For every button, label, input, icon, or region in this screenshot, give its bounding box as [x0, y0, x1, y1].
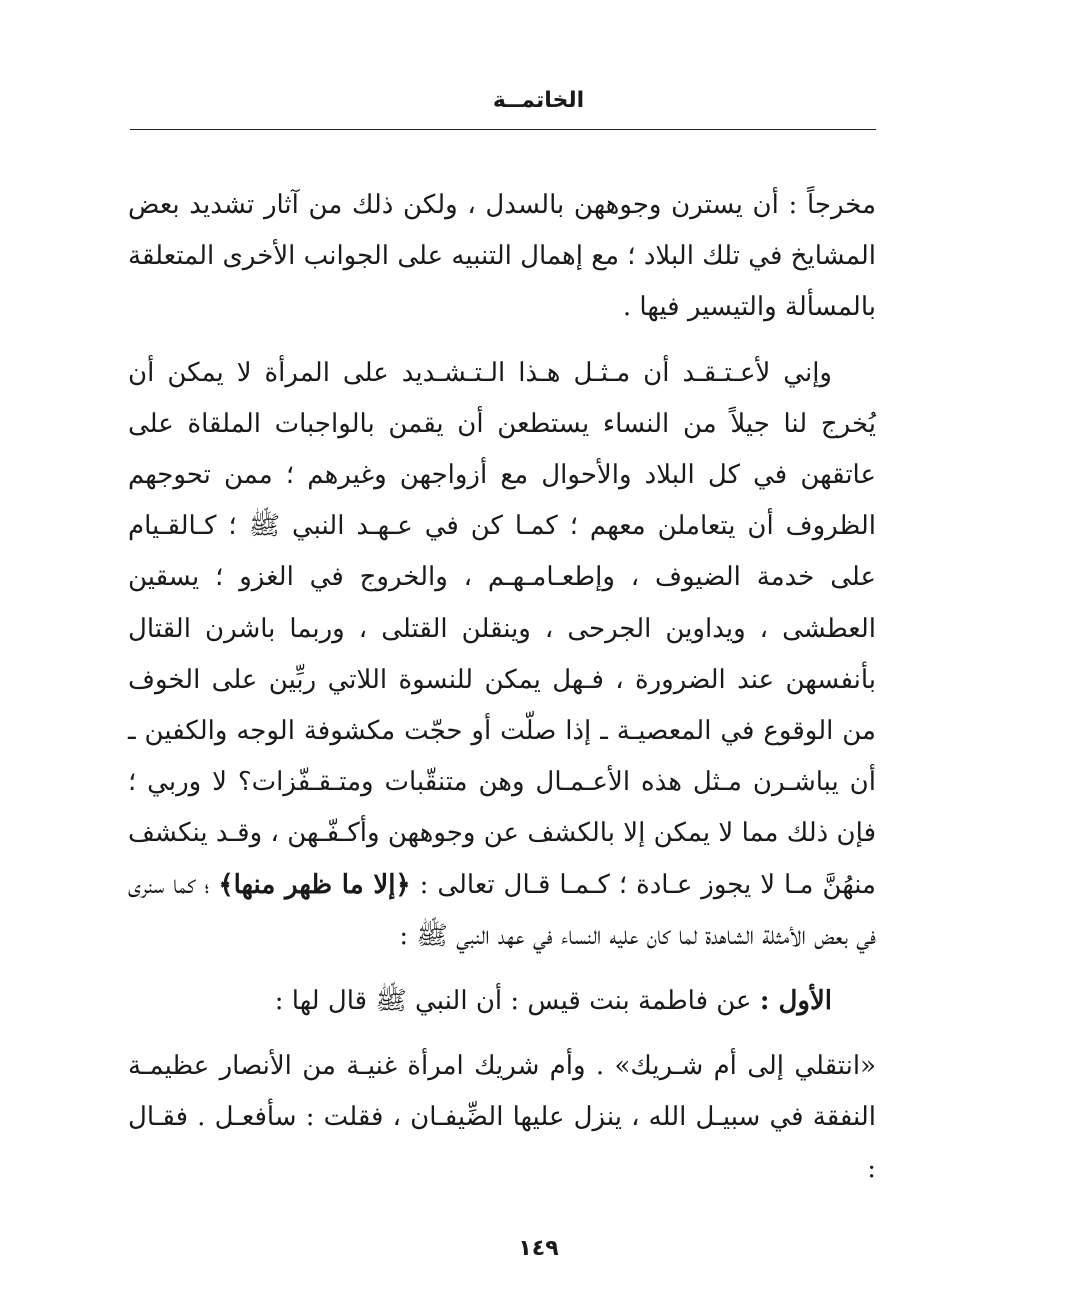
paragraph-text: مخرجاً : أن يسترن وجوههن بالسدل ، ولكن ذلك من آثار تشديد بعض المشايخ في تلك البلاد ؛ مع إهمال التنبيه على الجوانب الأخرى المتعلقة بالمسألة والتيسير فيها . — [128, 190, 876, 323]
header-rule — [130, 129, 876, 130]
paragraph-text: «انتقلي إلى أم شـريك» . وأم شريك امرأة غنيـة من الأنصار عظيمـة النفقة في سبيـل الله ، ينزل عليها الضِّيفـان ، فقلت : سأفعـل . فقـال : — [128, 1051, 876, 1184]
paragraph-hadith-quote — [128, 1041, 876, 1195]
quran-verse: ﴿إلا ما ظهر منها﴾ — [218, 869, 411, 900]
paragraph-text: ؛ كما سنرى في بعض الأمثلة الشاهدة لما كان عليه النساء في عهد النبي ﷺ : — [128, 869, 876, 951]
body-text — [128, 180, 876, 1195]
paragraph-argument — [128, 348, 876, 962]
running-head-title: الخاتمــة — [492, 88, 585, 113]
page-number: ١٤٩ — [518, 1236, 559, 1261]
example-lead: الأول : — [759, 986, 832, 1017]
paragraph-continuation — [128, 180, 876, 334]
paragraph-text: وإني لأعـتـقـد أن مـثـل هـذا الـتـشـديد على المرأة لا يمكن أن يُخرج لنا جيلاً من النساء يستطعن أن يقمن بالواجبات الملقاة على عاتقهن في كل البلاد والأحوال مع أزواجهن وغيرهم ؛ ممن تحوجهم الظروف أن يتعاملن معهم ؛ كمـا كن في عـهـد النبي ﷺ ؛ كـالقـيام على خدمة الضيوف ، وإطعـامـهـم ، والخروج في الغزو ؛ يسقين العطشى ، ويداوين الجرحى ، وينقلن القتلى ، وربما باشرن القتال بأنفسهن عند الضرورة ، فـهل يمكن للنسوة اللاتي ربِّين على الخوف من الوقوع في المعصيـة ـ إذا صلّت أو حجّت مكشوفة الوجه والكفين ـ أن يباشـرن مـثل هذه الأعـمـال وهن متنقّبات ومتـقـفّزات؟ لا وربي ؛ فإن ذلك مما لا يمكن إلا بالكشف عن وجوههن وأكـفّـهن ، وقـد ينكشف منهُنَّ مـا لا يجوز عـادة ؛ كـمـا قـال تعالى : — [128, 357, 877, 900]
paragraph-text: عن فاطمة بنت قيس : أن النبي ﷺ قال لها : — [274, 986, 760, 1017]
paragraph-first-example — [128, 976, 876, 1027]
